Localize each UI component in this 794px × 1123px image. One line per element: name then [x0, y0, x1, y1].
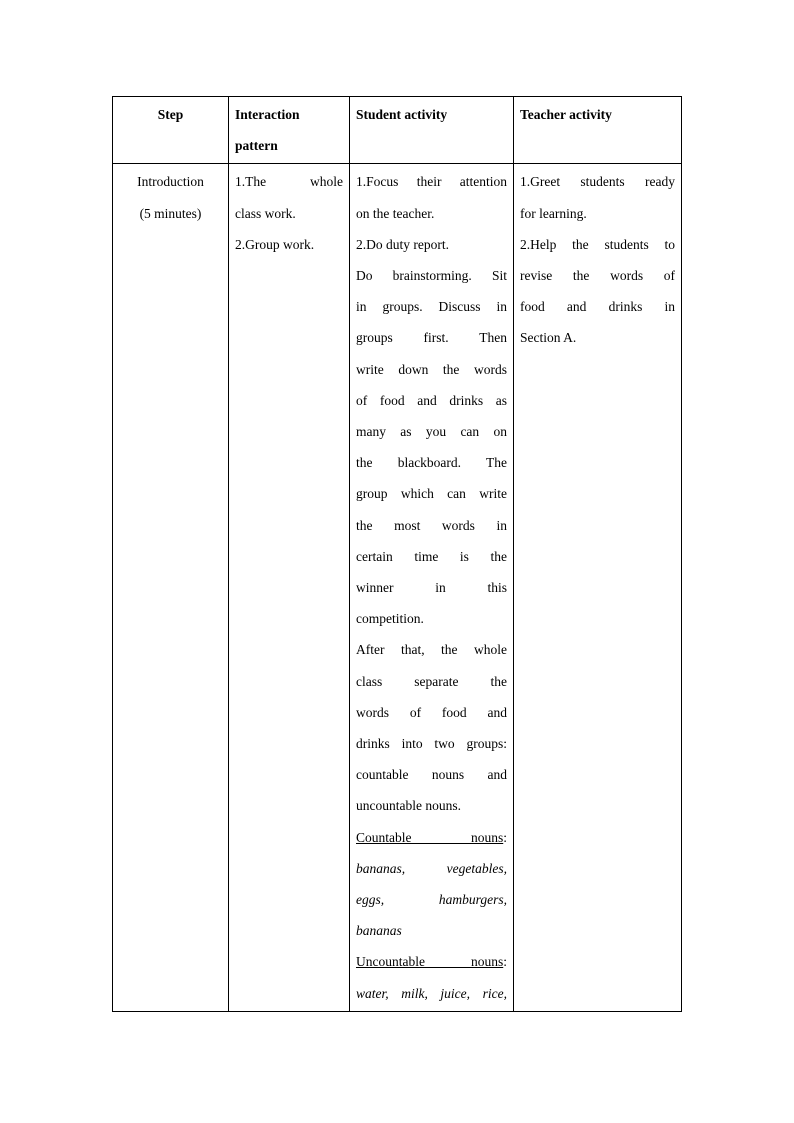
student-activity-line: bananas — [356, 923, 402, 939]
student-activity-line: group which can write — [356, 486, 507, 502]
student-activity-line: of food and drinks as — [356, 392, 507, 408]
student-activity-line-suffix: : — [503, 829, 507, 845]
student-activity-line: eggs, hamburgers, — [356, 892, 507, 908]
student-activity-line: write down the words — [356, 361, 507, 377]
student-activity-cell — [350, 164, 514, 1011]
student-activity-line — [356, 946, 507, 977]
student-activity-line: 2.Do duty report. — [356, 236, 449, 252]
student-activity-line: certain time is the — [356, 548, 507, 564]
student-activity-line: winner in this — [356, 580, 507, 596]
header-teacher — [514, 97, 682, 164]
header-student — [350, 97, 514, 164]
teacher-activity-line: 2.Help the students to — [520, 236, 675, 252]
header-teacher-text: Teacher activity — [520, 107, 612, 122]
lesson-plan-table — [112, 96, 682, 1012]
student-activity-line-underlined: Countable nouns — [356, 829, 504, 845]
step-duration: (5 minutes) — [139, 205, 202, 221]
student-activity-line: in groups. Discuss in — [356, 299, 507, 315]
header-interaction-line: Interaction — [235, 107, 300, 122]
student-activity-line: competition. — [356, 611, 424, 627]
header-step — [113, 97, 229, 164]
teacher-activity-cell — [514, 164, 682, 1011]
student-activity-line — [356, 822, 507, 853]
student-activity-line: the blackboard. The — [356, 455, 507, 471]
interaction-line: 1.The whole — [235, 174, 343, 190]
teacher-activity-line: 1.Greet students ready — [520, 174, 675, 190]
teacher-activity-line: revise the words of — [520, 268, 675, 284]
teacher-activity-line: food and drinks in — [520, 299, 675, 315]
header-step-text: Step — [157, 107, 184, 122]
student-activity-line: uncountable nouns. — [356, 798, 461, 814]
student-activity-line: After that, the whole — [356, 642, 507, 658]
header-interaction — [229, 97, 350, 164]
step-name: Introduction — [137, 174, 204, 190]
teacher-activity-line: Section A. — [520, 330, 577, 346]
interaction-line: 2.Group work. — [235, 236, 315, 252]
student-activity-line: groups first. Then — [356, 330, 507, 346]
header-row — [113, 97, 682, 164]
student-activity-line-suffix: : — [503, 954, 507, 970]
student-activity-line-underlined: Uncountable nouns — [356, 954, 504, 970]
teacher-activity-line: for learning. — [520, 205, 587, 221]
student-activity-line: Do brainstorming. Sit — [356, 268, 507, 284]
header-student-text: Student activity — [356, 107, 448, 122]
student-activity-line: the most words in — [356, 517, 507, 533]
student-activity-line: water, milk, juice, rice, — [356, 985, 507, 1001]
student-activity-line: countable nouns and — [356, 767, 507, 783]
student-activity-line: words of food and — [356, 704, 507, 720]
interaction-cell — [229, 164, 350, 1011]
header-interaction-line: pattern — [235, 138, 278, 154]
step-cell — [113, 164, 229, 1011]
student-activity-line: drinks into two groups: — [356, 736, 507, 752]
introduction-row — [113, 164, 682, 1011]
student-activity-line: many as you can on — [356, 424, 507, 440]
student-activity-line: bananas, vegetables, — [356, 860, 507, 876]
interaction-line: class work. — [235, 205, 296, 221]
student-activity-line: 1.Focus their attention — [356, 174, 507, 190]
student-activity-line: class separate the — [356, 673, 507, 689]
student-activity-line: on the teacher. — [356, 205, 435, 221]
